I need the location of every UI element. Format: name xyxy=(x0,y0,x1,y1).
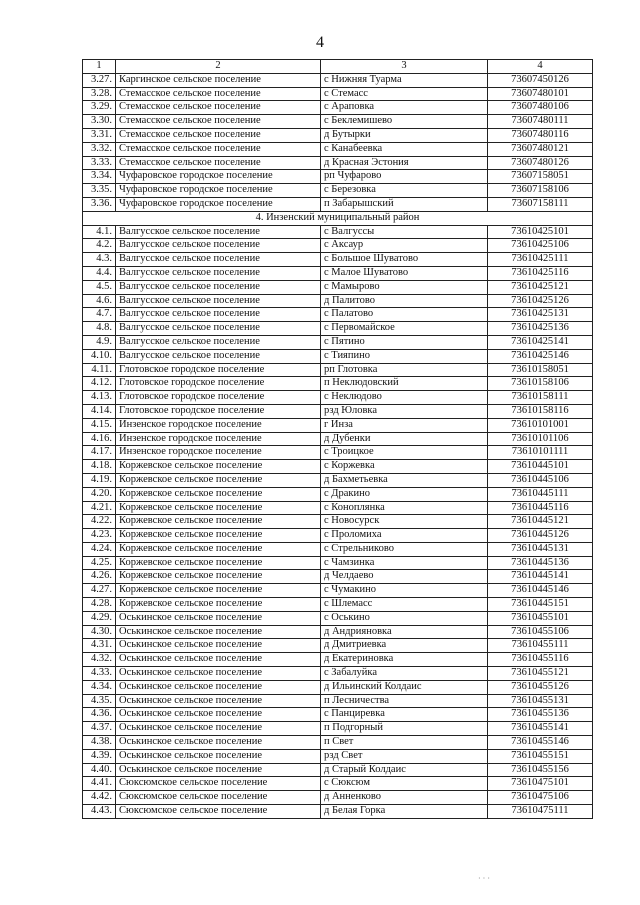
table-row xyxy=(83,253,593,267)
oktmo-code: 73607480111 xyxy=(488,115,593,129)
row-number: 4.40. xyxy=(83,763,116,777)
row-number: 4.6. xyxy=(83,294,116,308)
settlement-name: Оськинское сельское поселение xyxy=(116,667,321,681)
settlement-name: Валгусское сельское поселение xyxy=(116,294,321,308)
locality-name: с Коржевка xyxy=(321,460,488,474)
table-row xyxy=(83,667,593,681)
scan-artifact: · · · xyxy=(478,874,490,883)
row-number: 4.9. xyxy=(83,335,116,349)
oktmo-code: 73610425101 xyxy=(488,225,593,239)
table-row xyxy=(83,680,593,694)
oktmo-code: 73610475106 xyxy=(488,791,593,805)
row-number: 4.1. xyxy=(83,225,116,239)
settlement-name: Валгусское сельское поселение xyxy=(116,322,321,336)
oktmo-code: 73607480121 xyxy=(488,142,593,156)
row-number: 4.38. xyxy=(83,736,116,750)
settlement-name: Чуфаровское городское поселение xyxy=(116,197,321,211)
row-number: 4.4. xyxy=(83,266,116,280)
row-number: 4.31. xyxy=(83,639,116,653)
locality-name: д Ильинский Колдаис xyxy=(321,680,488,694)
row-number: 4.29. xyxy=(83,611,116,625)
table-row xyxy=(83,73,593,87)
locality-name: с Мамырово xyxy=(321,280,488,294)
oktmo-code: 73610158051 xyxy=(488,363,593,377)
table-row xyxy=(83,142,593,156)
row-number: 4.17. xyxy=(83,446,116,460)
locality-name: с Панциревка xyxy=(321,708,488,722)
locality-name: с Проломиха xyxy=(321,529,488,543)
table-row xyxy=(83,777,593,791)
locality-name: с Беклемишево xyxy=(321,115,488,129)
oktmo-code: 73610445141 xyxy=(488,570,593,584)
header-cell: 4 xyxy=(488,60,593,74)
oktmo-code: 73610425106 xyxy=(488,239,593,253)
table-row xyxy=(83,487,593,501)
oktmo-code: 73610455136 xyxy=(488,708,593,722)
row-number: 4.5. xyxy=(83,280,116,294)
table-row xyxy=(83,225,593,239)
settlement-name: Стемасское сельское поселение xyxy=(116,101,321,115)
row-number: 4.41. xyxy=(83,777,116,791)
settlement-name: Оськинское сельское поселение xyxy=(116,611,321,625)
oktmo-code: 73610425136 xyxy=(488,322,593,336)
settlement-name: Валгусское сельское поселение xyxy=(116,349,321,363)
table-row xyxy=(83,197,593,211)
locality-name: с Новосурск xyxy=(321,515,488,529)
row-number: 4.26. xyxy=(83,570,116,584)
settlement-name: Глотовское городское поселение xyxy=(116,377,321,391)
settlement-name: Оськинское сельское поселение xyxy=(116,625,321,639)
settlement-name: Оськинское сельское поселение xyxy=(116,680,321,694)
table-row xyxy=(83,653,593,667)
table-row xyxy=(83,542,593,556)
row-number: 4.16. xyxy=(83,432,116,446)
table-row xyxy=(83,460,593,474)
settlement-name: Валгусское сельское поселение xyxy=(116,335,321,349)
table-row xyxy=(83,391,593,405)
table-row xyxy=(83,584,593,598)
settlement-name: Оськинское сельское поселение xyxy=(116,708,321,722)
row-number: 4.27. xyxy=(83,584,116,598)
row-number: 3.36. xyxy=(83,197,116,211)
table-row xyxy=(83,625,593,639)
row-number: 4.19. xyxy=(83,473,116,487)
table-row xyxy=(83,115,593,129)
locality-name: п Забарышский xyxy=(321,197,488,211)
row-number: 4.28. xyxy=(83,598,116,612)
settlement-name: Стемасское сельское поселение xyxy=(116,156,321,170)
oktmo-code: 73610455116 xyxy=(488,653,593,667)
table-row xyxy=(83,404,593,418)
locality-name: с Дракино xyxy=(321,487,488,501)
oktmo-code: 73610101106 xyxy=(488,432,593,446)
oktmo-code: 73610455151 xyxy=(488,749,593,763)
table-row xyxy=(83,570,593,584)
settlement-name: Инзенское городское поселение xyxy=(116,432,321,446)
settlement-name: Инзенское городское поселение xyxy=(116,446,321,460)
table-row xyxy=(83,335,593,349)
settlement-name: Оськинское сельское поселение xyxy=(116,653,321,667)
locality-name: с Канабеевка xyxy=(321,142,488,156)
locality-name: п Лесничества xyxy=(321,694,488,708)
table-row xyxy=(83,239,593,253)
table-row xyxy=(83,791,593,805)
oktmo-code: 73610445116 xyxy=(488,501,593,515)
settlement-name: Оськинское сельское поселение xyxy=(116,694,321,708)
table-row xyxy=(83,363,593,377)
locality-name: с Пятино xyxy=(321,335,488,349)
header-cell: 1 xyxy=(83,60,116,74)
locality-name: д Белая Горка xyxy=(321,805,488,819)
table-row xyxy=(83,694,593,708)
settlement-name: Глотовское городское поселение xyxy=(116,363,321,377)
settlement-name: Коржевское сельское поселение xyxy=(116,501,321,515)
settlement-name: Коржевское сельское поселение xyxy=(116,473,321,487)
settlement-name: Коржевское сельское поселение xyxy=(116,542,321,556)
page-number: 4 xyxy=(316,34,324,51)
locality-name: д Красная Эстония xyxy=(321,156,488,170)
table-row xyxy=(83,805,593,819)
settlement-name: Инзенское городское поселение xyxy=(116,418,321,432)
locality-name: с Стрельниково xyxy=(321,542,488,556)
row-number: 4.33. xyxy=(83,667,116,681)
locality-name: с Чумакино xyxy=(321,584,488,598)
locality-name: д Бахметьевка xyxy=(321,473,488,487)
row-number: 4.39. xyxy=(83,749,116,763)
table-row xyxy=(83,308,593,322)
locality-name: рзд Юловка xyxy=(321,404,488,418)
locality-name: д Андрияновка xyxy=(321,625,488,639)
locality-name: с Чамзинка xyxy=(321,556,488,570)
settlement-name: Чуфаровское городское поселение xyxy=(116,184,321,198)
locality-name: д Челдаево xyxy=(321,570,488,584)
locality-name: с Малое Шуватово xyxy=(321,266,488,280)
locality-name: с Березовка xyxy=(321,184,488,198)
oktmo-code: 73610101111 xyxy=(488,446,593,460)
table-row xyxy=(83,598,593,612)
table-row xyxy=(83,501,593,515)
row-number: 4.10. xyxy=(83,349,116,363)
locality-name: с Оськино xyxy=(321,611,488,625)
row-number: 4.24. xyxy=(83,542,116,556)
oktmo-code: 73610101001 xyxy=(488,418,593,432)
table-row xyxy=(83,749,593,763)
locality-name: рп Чуфарово xyxy=(321,170,488,184)
table-header-row xyxy=(83,60,593,74)
table-row xyxy=(83,611,593,625)
oktmo-code: 73610158106 xyxy=(488,377,593,391)
locality-name: с Коноплянка xyxy=(321,501,488,515)
settlement-name: Коржевское сельское поселение xyxy=(116,570,321,584)
row-number: 4.7. xyxy=(83,308,116,322)
row-number: 4.25. xyxy=(83,556,116,570)
oktmo-code: 73610455106 xyxy=(488,625,593,639)
table-row xyxy=(83,708,593,722)
oktmo-code: 73610425121 xyxy=(488,280,593,294)
locality-name: п Подгорный xyxy=(321,722,488,736)
table-row xyxy=(83,184,593,198)
section-title: 4. Инзенский муниципальный район xyxy=(83,211,593,225)
oktmo-code: 73607480101 xyxy=(488,87,593,101)
table-row xyxy=(83,101,593,115)
locality-name: д Бутырки xyxy=(321,128,488,142)
oktmo-code: 73610445131 xyxy=(488,542,593,556)
oktmo-code: 73607158051 xyxy=(488,170,593,184)
settlement-name: Глотовское городское поселение xyxy=(116,404,321,418)
row-number: 4.32. xyxy=(83,653,116,667)
table-row xyxy=(83,294,593,308)
settlement-name: Коржевское сельское поселение xyxy=(116,584,321,598)
oktmo-code: 73610455156 xyxy=(488,763,593,777)
row-number: 4.20. xyxy=(83,487,116,501)
table-row xyxy=(83,556,593,570)
settlement-name: Валгусское сельское поселение xyxy=(116,280,321,294)
table-row xyxy=(83,156,593,170)
table-row xyxy=(83,446,593,460)
locality-name: с Тияпино xyxy=(321,349,488,363)
locality-name: с Первомайское xyxy=(321,322,488,336)
row-number: 4.3. xyxy=(83,253,116,267)
oktmo-code: 73607158106 xyxy=(488,184,593,198)
locality-name: д Старый Колдаис xyxy=(321,763,488,777)
section-row xyxy=(83,211,593,225)
oktmo-code: 73610475101 xyxy=(488,777,593,791)
locality-name: с Забалуйка xyxy=(321,667,488,681)
settlement-name: Сюксюмское сельское поселение xyxy=(116,791,321,805)
locality-name: с Стемасс xyxy=(321,87,488,101)
row-number: 4.8. xyxy=(83,322,116,336)
oktmo-code: 73610475111 xyxy=(488,805,593,819)
locality-name: д Дубенки xyxy=(321,432,488,446)
oktmo-code: 73610455111 xyxy=(488,639,593,653)
row-number: 3.33. xyxy=(83,156,116,170)
table-row xyxy=(83,87,593,101)
oktmo-code: 73607480116 xyxy=(488,128,593,142)
locality-name: п Неклюдовский xyxy=(321,377,488,391)
row-number: 4.21. xyxy=(83,501,116,515)
row-number: 3.27. xyxy=(83,73,116,87)
table-row xyxy=(83,639,593,653)
settlement-name: Оськинское сельское поселение xyxy=(116,736,321,750)
oktmo-code: 73610455101 xyxy=(488,611,593,625)
locality-name: д Екатериновка xyxy=(321,653,488,667)
settlement-name: Валгусское сельское поселение xyxy=(116,308,321,322)
oktmo-code: 73610445121 xyxy=(488,515,593,529)
table-row xyxy=(83,170,593,184)
row-number: 4.14. xyxy=(83,404,116,418)
locality-name: с Шлемасс xyxy=(321,598,488,612)
settlement-name: Валгусское сельское поселение xyxy=(116,266,321,280)
oktmo-code: 73610425116 xyxy=(488,266,593,280)
oktmo-code: 73607480106 xyxy=(488,101,593,115)
settlement-name: Оськинское сельское поселение xyxy=(116,763,321,777)
oktmo-code: 73607450126 xyxy=(488,73,593,87)
header-cell: 2 xyxy=(116,60,321,74)
oktmo-code: 73610425141 xyxy=(488,335,593,349)
row-number: 4.43. xyxy=(83,805,116,819)
settlement-name: Стемасское сельское поселение xyxy=(116,142,321,156)
oktmo-code: 73610425111 xyxy=(488,253,593,267)
locality-name: с Палатово xyxy=(321,308,488,322)
settlements-table xyxy=(82,59,593,819)
row-number: 3.35. xyxy=(83,184,116,198)
oktmo-code: 73610445101 xyxy=(488,460,593,474)
row-number: 4.34. xyxy=(83,680,116,694)
oktmo-code: 73610445146 xyxy=(488,584,593,598)
table-row xyxy=(83,763,593,777)
table-row xyxy=(83,349,593,363)
row-number: 3.34. xyxy=(83,170,116,184)
oktmo-code: 73610445126 xyxy=(488,529,593,543)
settlement-name: Коржевское сельское поселение xyxy=(116,460,321,474)
row-number: 4.22. xyxy=(83,515,116,529)
oktmo-code: 73610445106 xyxy=(488,473,593,487)
oktmo-code: 73610158111 xyxy=(488,391,593,405)
settlement-name: Валгусское сельское поселение xyxy=(116,253,321,267)
locality-name: г Инза xyxy=(321,418,488,432)
settlement-name: Оськинское сельское поселение xyxy=(116,722,321,736)
settlement-name: Коржевское сельское поселение xyxy=(116,556,321,570)
row-number: 3.32. xyxy=(83,142,116,156)
settlement-name: Валгусское сельское поселение xyxy=(116,225,321,239)
locality-name: с Большое Шуватово xyxy=(321,253,488,267)
locality-name: д Палитово xyxy=(321,294,488,308)
row-number: 3.28. xyxy=(83,87,116,101)
oktmo-code: 73610445151 xyxy=(488,598,593,612)
oktmo-code: 73610158116 xyxy=(488,404,593,418)
oktmo-code: 73610425146 xyxy=(488,349,593,363)
settlement-name: Коржевское сельское поселение xyxy=(116,487,321,501)
table-row xyxy=(83,736,593,750)
settlement-name: Оськинское сельское поселение xyxy=(116,749,321,763)
locality-name: с Араповка xyxy=(321,101,488,115)
settlement-name: Чуфаровское городское поселение xyxy=(116,170,321,184)
row-number: 4.30. xyxy=(83,625,116,639)
locality-name: д Анненково xyxy=(321,791,488,805)
locality-name: с Неклюдово xyxy=(321,391,488,405)
row-number: 4.35. xyxy=(83,694,116,708)
settlement-name: Глотовское городское поселение xyxy=(116,391,321,405)
oktmo-code: 73610425126 xyxy=(488,294,593,308)
table-row xyxy=(83,377,593,391)
settlement-name: Валгусское сельское поселение xyxy=(116,239,321,253)
table-row xyxy=(83,322,593,336)
table-row xyxy=(83,722,593,736)
header-cell: 3 xyxy=(321,60,488,74)
table-row xyxy=(83,280,593,294)
settlement-name: Стемасское сельское поселение xyxy=(116,115,321,129)
table-row xyxy=(83,515,593,529)
settlement-name: Стемасское сельское поселение xyxy=(116,128,321,142)
row-number: 4.42. xyxy=(83,791,116,805)
oktmo-code: 73610455126 xyxy=(488,680,593,694)
row-number: 4.36. xyxy=(83,708,116,722)
locality-name: с Аксаур xyxy=(321,239,488,253)
oktmo-code: 73610455146 xyxy=(488,736,593,750)
table-row xyxy=(83,266,593,280)
row-number: 4.15. xyxy=(83,418,116,432)
locality-name: рзд Свет xyxy=(321,749,488,763)
settlement-name: Оськинское сельское поселение xyxy=(116,639,321,653)
locality-name: п Свет xyxy=(321,736,488,750)
table-row xyxy=(83,418,593,432)
locality-name: с Сюксюм xyxy=(321,777,488,791)
row-number: 4.37. xyxy=(83,722,116,736)
settlement-name: Коржевское сельское поселение xyxy=(116,529,321,543)
row-number: 4.18. xyxy=(83,460,116,474)
locality-name: с Троицкое xyxy=(321,446,488,460)
oktmo-code: 73610445136 xyxy=(488,556,593,570)
settlement-name: Коржевское сельское поселение xyxy=(116,598,321,612)
settlement-name: Стемасское сельское поселение xyxy=(116,87,321,101)
locality-name: д Дмитриевка xyxy=(321,639,488,653)
row-number: 3.29. xyxy=(83,101,116,115)
oktmo-code: 73610455141 xyxy=(488,722,593,736)
row-number: 4.13. xyxy=(83,391,116,405)
row-number: 4.2. xyxy=(83,239,116,253)
oktmo-code: 73610455131 xyxy=(488,694,593,708)
table-row xyxy=(83,529,593,543)
row-number: 3.30. xyxy=(83,115,116,129)
oktmo-code: 73607158111 xyxy=(488,197,593,211)
locality-name: рп Глотовка xyxy=(321,363,488,377)
row-number: 4.23. xyxy=(83,529,116,543)
settlement-name: Сюксюмское сельское поселение xyxy=(116,805,321,819)
table-row xyxy=(83,473,593,487)
row-number: 4.11. xyxy=(83,363,116,377)
table-row xyxy=(83,432,593,446)
row-number: 3.31. xyxy=(83,128,116,142)
locality-name: с Нижняя Туарма xyxy=(321,73,488,87)
oktmo-code: 73610425131 xyxy=(488,308,593,322)
settlement-name: Коржевское сельское поселение xyxy=(116,515,321,529)
oktmo-code: 73610455121 xyxy=(488,667,593,681)
oktmo-code: 73610445111 xyxy=(488,487,593,501)
settlement-name: Сюксюмское сельское поселение xyxy=(116,777,321,791)
table-row xyxy=(83,128,593,142)
locality-name: с Валгуссы xyxy=(321,225,488,239)
row-number: 4.12. xyxy=(83,377,116,391)
oktmo-code: 73607480126 xyxy=(488,156,593,170)
settlement-name: Каргинское сельское поселение xyxy=(116,73,321,87)
